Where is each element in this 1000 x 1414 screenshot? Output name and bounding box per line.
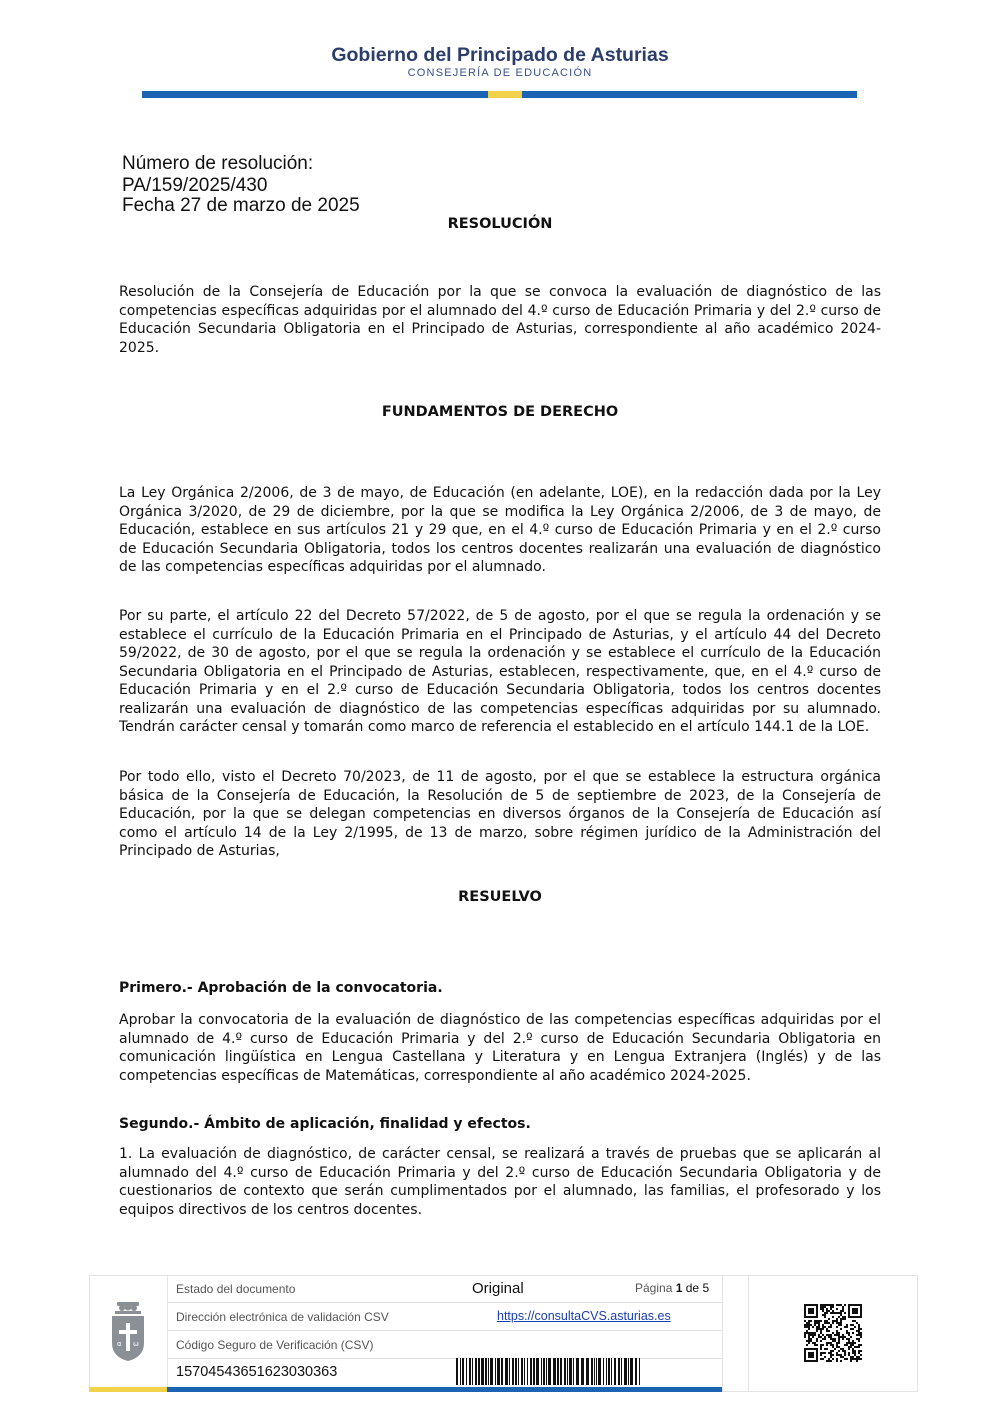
- page-header-subtitle: CONSEJERÍA DE EDUCACIÓN: [407, 67, 593, 79]
- csv-code-label: Código Seguro de Verificación (CSV): [176, 1338, 374, 1352]
- page-current: 1: [675, 1281, 683, 1295]
- fundamentos-paragraph-1: La Ley Orgánica 2/2006, de 3 de mayo, de Educación (en adelante, LOE), en la redacción dada por la Ley Orgánica 3/2020, de 29 de diciembre, por la que se modifica la Ley Orgánica 2/2006, de 3 de mayo, de Educación, establece en sus artículos 21 y 29 que, en el 4.º curso de Educación Primaria y en el 2.º curso de Educación Secundaria Obligatoria, todos los centros docentes realizarán una evaluación de diagnóstico de las competencias específicas adquiridas por el alumnado.: [119, 485, 881, 575]
- qr-code-icon: [804, 1304, 862, 1362]
- page-header-title: Gobierno del Principado de Asturias: [331, 44, 669, 66]
- page-total: 5: [702, 1281, 710, 1295]
- resolution-date: Fecha 27 de marzo de 2025: [122, 195, 360, 216]
- footer-row-csv-url: [167, 1303, 722, 1331]
- footer-gold-bar: [89, 1387, 167, 1392]
- segundo-paragraph: 1. La evaluación de diagnóstico, de carácter censal, se realizará a través de pruebas que se aplicarán al alumnado del 4.º curso de Educación Primaria y del 2.º curso de Educación Secundaria Obligatoria y de cuestionarios de contexto que serán cumplimentados por el alumnado, las familias, el profesorado y los equipos directivos de los centros docentes.: [119, 1146, 881, 1218]
- fundamentos-paragraph-2: Por su parte, el artículo 22 del Decreto 57/2022, de 5 de agosto, por el que se regula la ordenación y se establece el currículo de la Educación Primaria en el Principado de Asturias, y el artículo 44 del Decreto 59/2022, de 30 de agosto, por el que se regula la ordenación y se establece el currículo de la Educación Secundaria Obligatoria en el Principado de Asturias, establecen, respectivamente, que, en el 4.º curso de Educación Primaria y en el 2.º curso de Educación Secundaria Obligatoria, todos los centros docentes realizarán una evaluación de diagnóstico de las competencias específicas adquiridas por su alumnado. Tendrán carácter censal y tomarán como marco de referencia el establecido en el artículo 144.1 de la LOE.: [119, 608, 881, 735]
- footer-divider: [722, 1275, 723, 1392]
- svg-text:α: α: [117, 1340, 122, 1348]
- heading-resolucion: RESOLUCIÓN: [447, 216, 553, 232]
- heading-fundamentos: FUNDAMENTOS DE DERECHO: [381, 404, 619, 420]
- page-indicator: [635, 1281, 709, 1295]
- estado-label: Estado del documento: [176, 1282, 296, 1296]
- fundamentos-paragraph-3: Por todo ello, visto el Decreto 70/2023, de 11 de agosto, por el que se establece la estructura orgánica básica de la Consejería de Educación, la Resolución de 5 de septiembre de 2023, de la Consejería de Educación, por la que se delegan competencias en diversos órganos de la Consejería de Educación así como el artículo 14 de la Ley 2/1995, de 13 de marzo, sobre régimen jurídico de la Administración del Principado de Asturias,: [119, 769, 881, 859]
- csv-validation-link[interactable]: https://consultaCVS.asturias.es: [497, 1309, 671, 1323]
- primero-title: Primero.- Aprobación de la convocatoria.: [119, 980, 443, 996]
- page-de: de: [685, 1281, 700, 1295]
- barcode-icon: [456, 1358, 642, 1385]
- segundo-title: Segundo.- Ámbito de aplicación, finalidad y efectos.: [119, 1116, 531, 1132]
- heading-resuelvo: RESUELVO: [458, 889, 542, 905]
- asturias-coat-of-arms-icon: [108, 1299, 148, 1363]
- csv-url-label: Dirección electrónica de validación CSV: [176, 1310, 389, 1324]
- svg-text:ω: ω: [133, 1340, 139, 1348]
- footer-blue-bar: [167, 1387, 722, 1392]
- header-gold-bar: [488, 91, 522, 98]
- resolution-number: PA/159/2025/430: [122, 175, 268, 196]
- estado-value: Original: [472, 1280, 524, 1297]
- csv-code-value: 15704543651623030363: [176, 1364, 338, 1380]
- footer-row-estado: [167, 1275, 722, 1303]
- intro-paragraph: Resolución de la Consejería de Educación por la que se convoca la evaluación de diagnóstico de las competencias específicas adquiridas por el alumnado del 4.º curso de Educación Primaria y del 2.º curso de Educación Secundaria Obligatoria en el Principado de Asturias, correspondiente al año académico 2024-2025.: [119, 284, 881, 356]
- resolution-number-label: Número de resolución:: [122, 153, 314, 174]
- footer-row-csv-code: [167, 1331, 722, 1359]
- primero-paragraph: Aprobar la convocatoria de la evaluación de diagnóstico de las competencias específicas adquiridas por el alumnado de 4.º curso de Educación Primaria y del 2.º curso de Educación Secundaria Obligatoria en comunicación lingüística en Lengua Castellana y Literatura y en Lengua Extranjera (Inglés) y de las competencias específicas de Matemáticas, correspondiente al año académico 2024-2025.: [119, 1012, 881, 1084]
- page-label: Página: [635, 1281, 673, 1295]
- footer-divider: [748, 1275, 749, 1392]
